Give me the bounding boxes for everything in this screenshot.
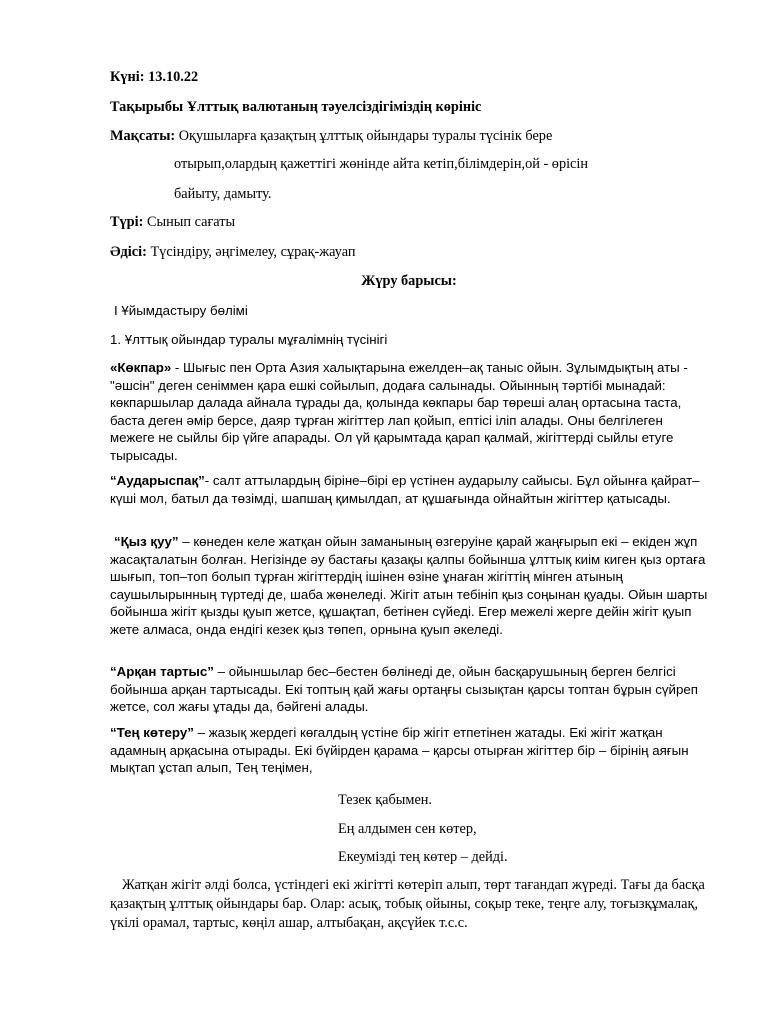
- type-label: Түрі:: [110, 214, 144, 230]
- arkan-paragraph: [110, 663, 708, 716]
- verse-line-3: [338, 848, 508, 867]
- goal-text-3: байыту, дамыту.: [174, 186, 272, 202]
- kokpar-paragraph: [110, 359, 708, 464]
- date-value: 13.10.22: [148, 69, 199, 85]
- date-line: [110, 68, 198, 87]
- closing-text: Жатқан жігіт әлді болса, үстіндегі екі жігітті көтеріп алып, төрт тағандап жүреді. Тағы да басқа қазақтың ұлттық ойындары бар. Олар: асық, тобық ойыны, соқыр теке, теңге алу, тоғызқұмалақ, үкілі орамал, тартыс, көңіл ашар, алтыбақан, ақсүйек т.с.с.: [110, 877, 705, 931]
- goal-label: Мақсаты:: [110, 128, 176, 144]
- teacher-intro-line: [110, 331, 387, 349]
- goal-line-1: [110, 127, 552, 146]
- date-label: Күні:: [110, 69, 145, 85]
- closing-paragraph: [110, 876, 708, 933]
- method-line: [110, 243, 356, 262]
- method-value: Түсіндіру, әңгімелеу, сұрақ-жауап: [150, 244, 356, 260]
- verse-text-1: Тезек қабымен.: [338, 792, 433, 808]
- audaryspak-text: - салт аттылардың біріне–бірі ер үстінен аударылу сайысы. Бұл ойынға қайрат–күші мол, батыл да төзімді, шапшаң қимылдап, ат құшағында ойнайтын жігіттер қатысады.: [110, 473, 700, 506]
- verse-text-2: Ең алдымен сен көтер,: [338, 821, 477, 837]
- arkan-text: – ойыншылар бес–бестен бөлінеді де, ойын басқарушының берген белгісі бойынша арқан тартысады. Екі топтың қай жағы ортаңғы сызықтан қарсы топтан бұрын сүйреп жетсе, сол жағы ұтады да, бәйгені алады.: [110, 664, 698, 714]
- audaryspak-paragraph: [110, 472, 708, 507]
- verse-line-2: [338, 820, 477, 839]
- teacher-intro-text: 1. Ұлттық ойындар туралы мұғалімнің түсінігі: [110, 332, 388, 347]
- verse-text-3: Екеумізді тең көтер – дейді.: [338, 849, 508, 865]
- goal-line-3: [174, 185, 271, 204]
- arkan-title: “Арқан тартыс”: [110, 664, 214, 679]
- type-line: [110, 213, 235, 232]
- ten-title: “Тең көтеру”: [110, 725, 194, 740]
- audaryspak-title: “Аударыспақ”: [110, 473, 205, 488]
- topic-line: [110, 98, 481, 117]
- method-label: Әдісі:: [110, 244, 147, 260]
- progress-heading: [110, 272, 708, 291]
- kokpar-text: - Шығыс пен Орта Азия халықтарына ежелден–ақ таныс ойын. Зұлымдықтың аты -"әшсін" деген сеніммен қара ешкі сойылып, додаға салынады. Ойынның тәртібі мынадай: көкпаршылар далада айнала тұрады да, қолында көкпары бар төреші алаң ортасына таста, баста деген әмір берсе, даяр тұрған жігіттер лап қойып, ептісі іліп алады. Оны белгілеген межеге не сыйлы бір үйге апарады. Ол үй қарымтада қарап қалмай, жігіттерді сыйлы етуге тырысады.: [110, 360, 688, 463]
- goal-line-2: [174, 155, 588, 174]
- kyzkuu-title: “Қыз қуу”: [114, 534, 179, 549]
- goal-text-2: отырып,олардың қажеттігі жөнінде айта кетіп,білімдерін,ой - өрісін: [174, 156, 589, 172]
- kyzkuu-paragraph: [110, 533, 708, 638]
- goal-text-1: Оқушыларға қазақтың ұлттық ойындары туралы түсінік бере: [178, 128, 553, 144]
- ten-text: – жазық жердегі көгалдың үстіне бір жігіт етпетінен жатады. Екі жігіт жатқан адамның арқасына отырады. Екі бүйірден қарама – қарсы отырған жігіттер бір – бірінің аяғын мықтап ұстап алып, Тең теңімен,: [110, 725, 689, 775]
- topic-title: Тақырыбы Ұлттық валютаның тәуелсіздігіміздің көрініс: [110, 99, 482, 115]
- progress-heading-text: Жүру барысы:: [361, 273, 457, 289]
- type-value: Сынып сағаты: [146, 214, 236, 230]
- kyzkuu-text: – көнеден келе жатқан ойын заманының өзгеруіне қарай жаңғырып екі – екіден жұп жасақталатын болған. Негізінде әу бастағы қазақы қалпы бойынша ұлттық киім киген қыз ортаға шығып, топ–топ болып тұрған жігіттердің ішінен өзіне ұнаған жігіттің мінген атының саушылырынның түртеді де, шаба жөнеледі. Жігіт атын тебініп қыз соңынан қуады. Ойын шарты бойынша жігіт қызды қуып жетсе, құшақтап, бетінен сүйеді. Егер межелі жерге дейін жігіт қуып жете алмаса, онда ендігі кезек қыз төпеп, орнына қуып әкеледі.: [110, 534, 708, 637]
- ten-paragraph: [110, 724, 708, 777]
- org-part-line: [114, 302, 248, 320]
- org-part-text: І Ұйымдастыру бөлімі: [114, 303, 248, 318]
- kokpar-title: «Көкпар»: [110, 360, 172, 375]
- verse-line-1: [338, 791, 432, 810]
